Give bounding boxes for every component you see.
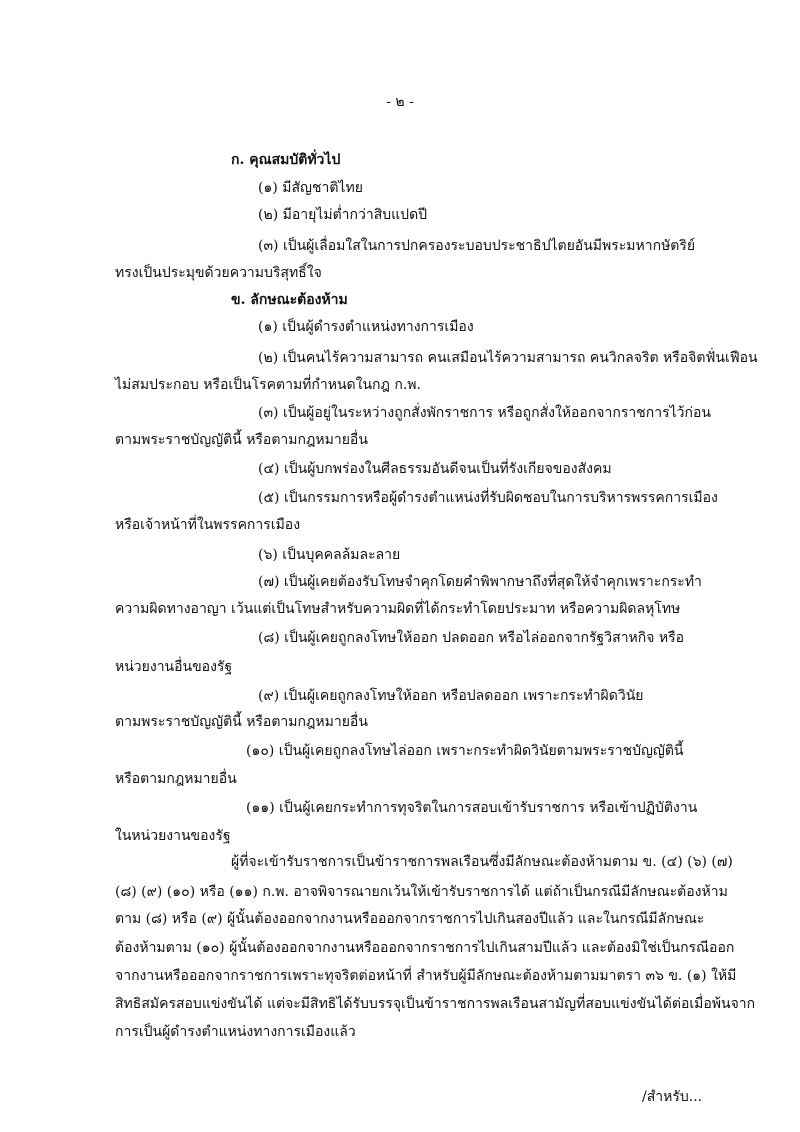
section-b-line: (๔) เป็นผู้บกพร่องในศีลธรรมอันดีจนเป็นที่รังเกียจของสังคม bbox=[258, 461, 612, 477]
note-paragraph-line: (๘) (๙) (๑๐) หรือ (๑๑) ก.พ. อาจพิจารณายกเว้นให้เข้ารับราชการได้ แต่ถ้าเป็นกรณีมีลักษณะต้องห้าม bbox=[115, 884, 728, 900]
section-b-line: หรือเจ้าหน้าที่ในพรรคการเมือง bbox=[115, 517, 301, 533]
continuation-marker: /สำหรับ... bbox=[642, 1089, 703, 1105]
section-b-line: ตามพระราชบัญญัตินี้ หรือตามกฎหมายอื่น bbox=[115, 714, 368, 730]
page-number: - ๒ - bbox=[386, 94, 414, 110]
section-b-line: ไม่สมประกอบ หรือเป็นโรคตามที่กำหนดในกฎ ก.พ. bbox=[115, 377, 421, 393]
section-b-line: (๓) เป็นผู้อยู่ในระหว่างถูกสั่งพักราชการ หรือถูกสั่งให้ออกจากราชการไว้ก่อน bbox=[258, 405, 711, 421]
section-b-line: ตามพระราชบัญญัตินี้ หรือตามกฎหมายอื่น bbox=[115, 432, 368, 448]
section-a-item-3: (๓) เป็นผู้เลื่อมใสในการปกครองระบอบประชาธิปไตยอันมีพระมหากษัตริย์ bbox=[258, 238, 696, 254]
section-b-line: ความผิดทางอาญา เว้นแต่เป็นโทษสำหรับความผิดที่ได้กระทำโดยประมาท หรือความผิดลหุโทษ bbox=[115, 601, 681, 617]
section-b-line: (๗) เป็นผู้เคยต้องรับโทษจำคุกโดยคำพิพากษาถึงที่สุดให้จำคุกเพราะกระทำ bbox=[258, 574, 702, 590]
section-a-item-1: (๑) มีสัญชาติไทย bbox=[258, 180, 363, 196]
note-paragraph-line: ตาม (๘) หรือ (๙) ผู้นั้นต้องออกจากงานหรือออกจากราชการไปเกินสองปีแล้ว และในกรณีมีลักษณะ bbox=[115, 911, 705, 927]
section-b-heading: ข. ลักษณะต้องห้าม bbox=[231, 292, 348, 308]
section-b-line: หน่วยงานอื่นของรัฐ bbox=[115, 659, 233, 675]
section-b-line: (๖) เป็นบุคคลล้มละลาย bbox=[258, 547, 401, 563]
section-a-heading: ก. คุณสมบัติทั่วไป bbox=[231, 152, 341, 168]
section-a-item-3-cont: ทรงเป็นประมุขด้วยความบริสุทธิ์ใจ bbox=[115, 265, 322, 281]
note-paragraph-line: จากงานหรือออกจากราชการเพราะทุจริตต่อหน้าที่ สำหรับผู้มีลักษณะต้องห้ามตามมาตรา ๓๖ ข. (๑) ให้มี bbox=[115, 968, 737, 984]
section-b-line: (๙) เป็นผู้เคยถูกลงโทษให้ออก หรือปลดออก เพราะกระทำผิดวินัย bbox=[258, 688, 644, 704]
section-b-line: (๑๑) เป็นผู้เคยกระทำการทุจริตในการสอบเข้ารับราชการ หรือเข้าปฏิบัติงาน bbox=[246, 800, 698, 816]
section-b-line: (๑) เป็นผู้ดำรงตำแหน่งทางการเมือง bbox=[258, 319, 474, 335]
section-b-line: (๘) เป็นผู้เคยถูกลงโทษให้ออก ปลดออก หรือไล่ออกจากรัฐวิสาหกิจ หรือ bbox=[258, 630, 685, 646]
section-b-line: หรือตามกฎหมายอื่น bbox=[115, 771, 237, 787]
section-b-line: (๑๐) เป็นผู้เคยถูกลงโทษไล่ออก เพราะกระทำผิดวินัยตามพระราชบัญญัตินี้ bbox=[246, 743, 684, 759]
section-a-item-2: (๒) มีอายุไม่ต่ำกว่าสิบแปดปี bbox=[258, 207, 428, 223]
note-paragraph-line: การเป็นผู้ดำรงตำแหน่งทางการเมืองแล้ว bbox=[115, 1024, 356, 1040]
section-b-line: (๒) เป็นคนไร้ความสามารถ คนเสมือนไร้ความสามารถ คนวิกลจริต หรือจิตฟั่นเฟือน bbox=[258, 350, 758, 366]
note-paragraph-line: ผู้ที่จะเข้ารับราชการเป็นข้าราชการพลเรือนซึ่งมีลักษณะต้องห้ามตาม ข. (๔) (๖) (๗) bbox=[231, 854, 733, 870]
note-paragraph-line: สิทธิสมัครสอบแข่งขันได้ แต่จะมีสิทธิได้รับบรรจุเป็นข้าราชการพลเรือนสามัญที่สอบแข่งขันได้ต่อเมื่อพ้นจาก bbox=[115, 996, 756, 1012]
note-paragraph-line: ต้องห้ามตาม (๑๐) ผู้นั้นต้องออกจากงานหรือออกจากราชการไปเกินสามปีแล้ว และต้องมิใช่เป็นกรณีออก bbox=[115, 940, 735, 956]
section-b-line: (๕) เป็นกรรมการหรือผู้ดำรงตำแหน่งที่รับผิดชอบในการบริหารพรรคการเมือง bbox=[258, 490, 718, 506]
section-b-line: ในหน่วยงานของรัฐ bbox=[115, 828, 231, 844]
